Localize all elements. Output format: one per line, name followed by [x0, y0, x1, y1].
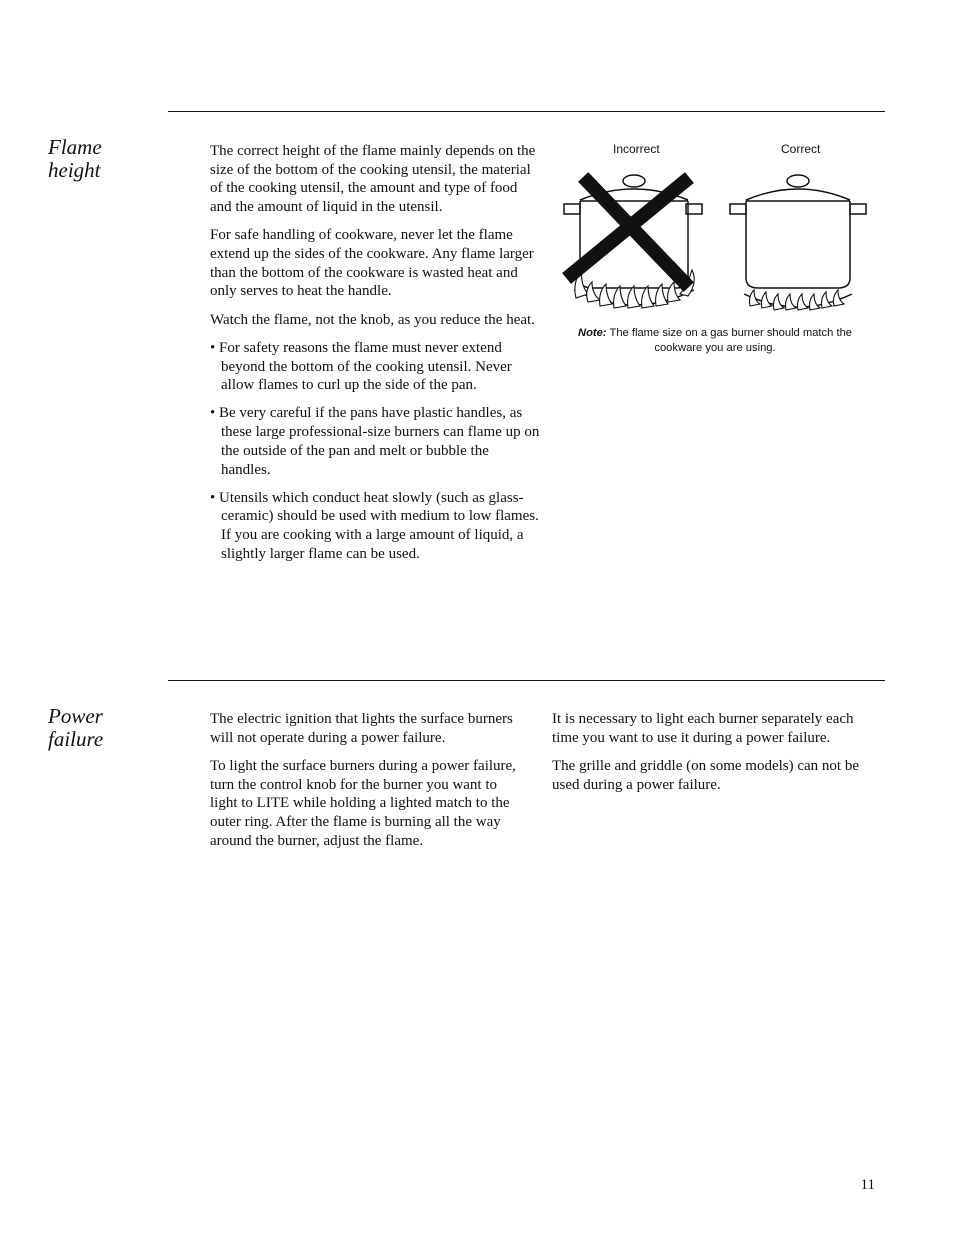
power-failure-left-text	[210, 710, 528, 860]
paragraph: The correct height of the flame mainly depends on the size of the bottom of the cooking utensil, the material of the cooking utensil, the amount and type of food and the amount of liquid in the utensil.	[210, 143, 536, 216]
power-failure-right-text	[552, 710, 870, 804]
title-line-2: failure	[48, 727, 104, 751]
incorrect-label: Incorrect	[613, 142, 660, 156]
title-line-2: height	[48, 158, 101, 182]
page-number: 11	[860, 1177, 875, 1193]
note-label: Note:	[577, 327, 607, 339]
paragraph: It is necessary to light each burner separately each time you want to use it during a power failure.	[552, 711, 854, 746]
title-line-1: Flame	[48, 135, 102, 159]
paragraph: To light the surface burners during a power failure, turn the control knob for the burner you want to light to LITE while holding a lighted match to the outer ring. After the flame is burning all the way around the burner, adjust the flame.	[210, 757, 516, 849]
correct-label: Correct	[781, 142, 821, 156]
section-title-power-failure	[48, 705, 158, 751]
note-text: The flame size on a gas burner should match the cookware you are using.	[606, 327, 853, 354]
correct-pot-illustration	[726, 170, 876, 320]
flame-height-text	[210, 142, 542, 573]
section-title-flame-height	[48, 136, 158, 182]
paragraph: The electric ignition that lights the surface burners will not operate during a power failure.	[210, 711, 513, 746]
paragraph: Watch the flame, not the knob, as you reduce the heat.	[210, 311, 535, 328]
bullet-item: • For safety reasons the flame must never extend beyond the bottom of the cooking utensil. Never allow flames to curl up the side of the pan.	[210, 339, 512, 394]
figure-note	[565, 326, 865, 356]
title-line-1: Power	[48, 704, 103, 728]
paragraph: The grille and griddle (on some models) can not be used during a power failure.	[552, 757, 859, 793]
incorrect-pot-illustration	[560, 170, 710, 320]
top-divider	[168, 111, 885, 112]
paragraph: For safe handling of cookware, never let the flame extend up the sides of the cookware. Any flame larger than the bottom of the cookware is wasted heat and only serves to heat the handle.	[210, 227, 534, 300]
bullet-item: • Be very careful if the pans have plastic handles, as these large professional-size burners can flame up on the outside of the pan and melt or bubble the handles.	[210, 405, 540, 478]
bullet-item: • Utensils which conduct heat slowly (such as glass-ceramic) should be used with medium to low flames. If you are cooking with a large amount of liquid, a slightly larger flame can be used.	[210, 489, 539, 562]
section-divider	[168, 680, 885, 681]
